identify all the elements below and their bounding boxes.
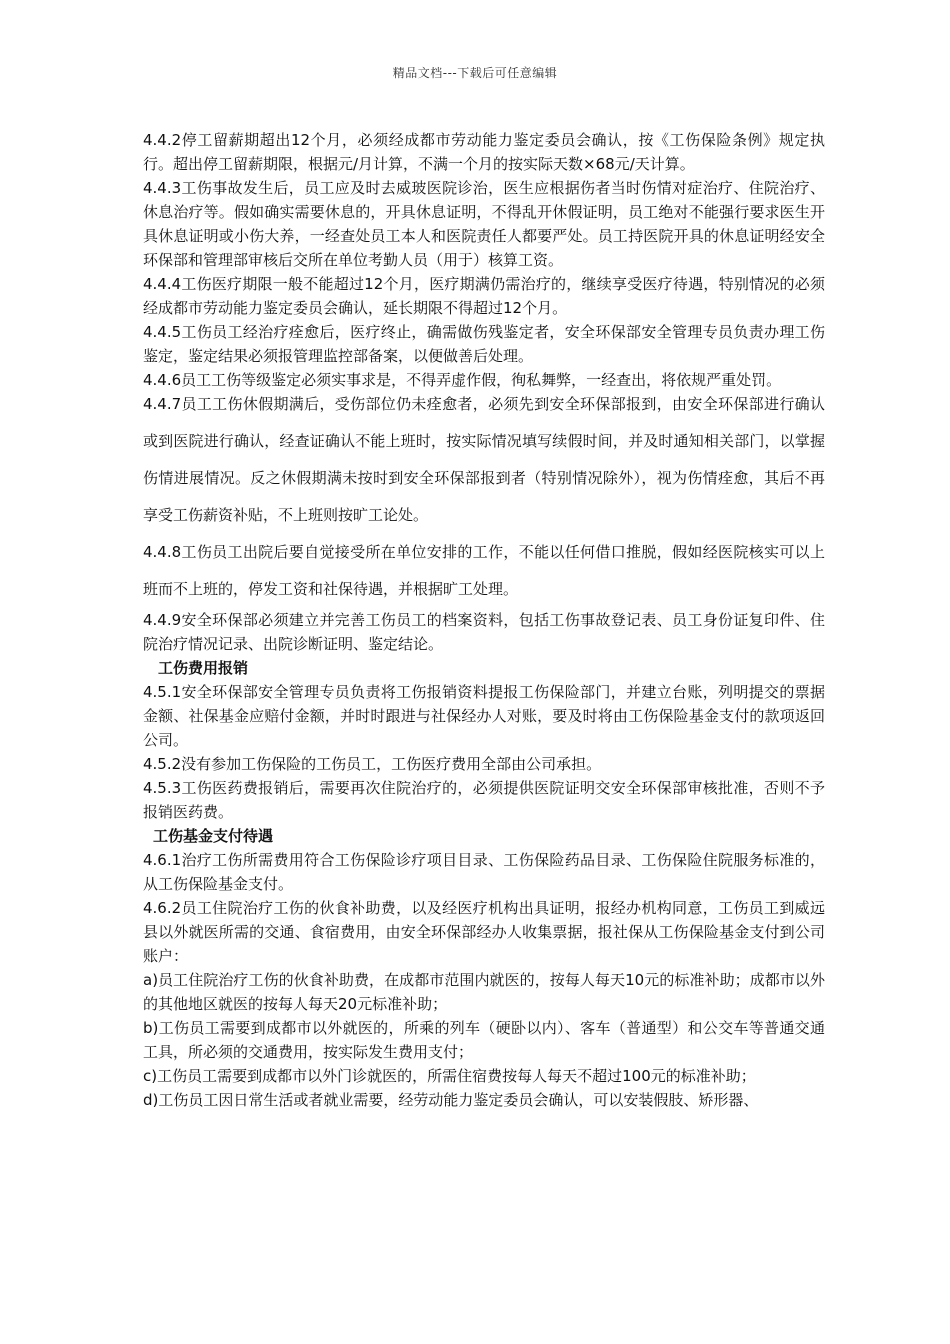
section-heading-fund: 工伤基金支付待遇 [153,827,274,845]
document-body [143,128,825,1112]
paragraph-4-4-6: 4.4.6员工工伤等级鉴定必须实事求是，不得弄虚作假，徇私舞弊，一经查出，将依规严重处罚。 [143,371,782,389]
paragraph-4-4-7: 4.4.7员工工伤休假期满后，受伤部位仍未痊愈者，必须先到安全环保部报到，由安全环保部进行确认或到医院进行确认，经查证确认不能上班时，按实际情况填写续假时间，并及时通知相关部门，以掌握伤情进展情况。反之休假期满未按时到安全环保部报到者（特别情况除外），视为伤情痊愈，其后不再享受工伤薪资补贴，不上班则按旷工论处。 [143,395,825,524]
paragraph-4-5-2: 4.5.2没有参加工伤保险的工伤员工，工伤医疗费用全部由公司承担。 [143,755,602,773]
page-header: 精品文档---下载后可任意编辑 [392,66,558,80]
paragraph-4-6-2: 4.6.2员工住院治疗工伤的伙食补助费，以及经医疗机构出具证明，报经办机构同意，工伤员工到威远县以外就医所需的交通、食宿费用，由安全环保部经办人收集票据，报社保从工伤保险基金支付到公司账户： [143,899,825,965]
paragraph-4-4-3: 4.4.3工伤事故发生后，员工应及时去威玻医院诊治，医生应根据伤者当时伤情对症治疗、住院治疗、休息治疗等。假如确实需要休息的，开具休息证明，不得乱开休假证明，员工绝对不能强行要求医生开具休息证明或小伤大养，一经查处员工本人和医院责任人都要严处。员工持医院开具的休息证明经安全环保部和管理部审核后交所在单位考勤人员（用于）核算工资。 [143,179,825,269]
section-heading-expense: 工伤费用报销 [158,659,249,677]
paragraph-4-4-4: 4.4.4工伤医疗期限一般不能超过12个月，医疗期满仍需治疗的，继续享受医疗待遇，特别情况的必须经成都市劳动能力鉴定委员会确认，延长期限不得超过12个月。 [143,275,825,317]
paragraph-4-5-3: 4.5.3工伤医药费报销后，需要再次住院治疗的，必须提供医院证明交安全环保部审核批准，否则不予报销医药费。 [143,779,825,821]
paragraph-4-4-8: 4.4.8工伤员工出院后要自觉接受所在单位安排的工作，不能以任何借口推脱，假如经医院核实可以上班而不上班的，停发工资和社保待遇，并根据旷工处理。 [143,543,825,598]
list-item-c: c)工伤员工需要到成都市以外门诊就医的，所需住宿费按每人每天不超过100元的标准补助； [143,1067,756,1085]
list-item-d: d)工伤员工因日常生活或者就业需要，经劳动能力鉴定委员会确认，可以安装假肢、矫形器、 [143,1091,759,1109]
paragraph-4-6-1: 4.6.1治疗工伤所需费用符合工伤保险诊疗项目目录、工伤保险药品目录、工伤保险住院服务标准的，从工伤保险基金支付。 [143,851,825,893]
list-item-a: a)员工住院治疗工伤的伙食补助费，在成都市范围内就医的，按每人每天10元的标准补助；成都市以外的其他地区就医的按每人每天20元标准补助； [143,971,825,1013]
paragraph-4-4-5: 4.4.5工伤员工经治疗痊愈后，医疗终止，确需做伤残鉴定者，安全环保部安全管理专员负责办理工伤鉴定，鉴定结果必须报管理监控部备案，以便做善后处理。 [143,323,825,365]
paragraph-4-4-9: 4.4.9安全环保部必须建立并完善工伤员工的档案资料，包括工伤事故登记表、员工身份证复印件、住院治疗情况记录、出院诊断证明、鉴定结论。 [143,611,825,653]
paragraph-4-4-2: 4.4.2停工留薪期超出12个月，必须经成都市劳动能力鉴定委员会确认，按《工伤保险条例》规定执行。超出停工留薪期限，根据元/月计算，不满一个月的按实际天数×68元/天计算。 [143,131,825,173]
list-item-b: b)工伤员工需要到成都市以外就医的，所乘的列车（硬卧以内）、客车（普通型）和公交车等普通交通工具，所必须的交通费用，按实际发生费用支付； [143,1019,825,1061]
paragraph-4-5-1: 4.5.1安全环保部安全管理专员负责将工伤报销资料提报工伤保险部门，并建立台账，列明提交的票据金额、社保基金应赔付金额，并时时跟进与社保经办人对账，要及时将由工伤保险基金支付的款项返回公司。 [143,683,825,749]
